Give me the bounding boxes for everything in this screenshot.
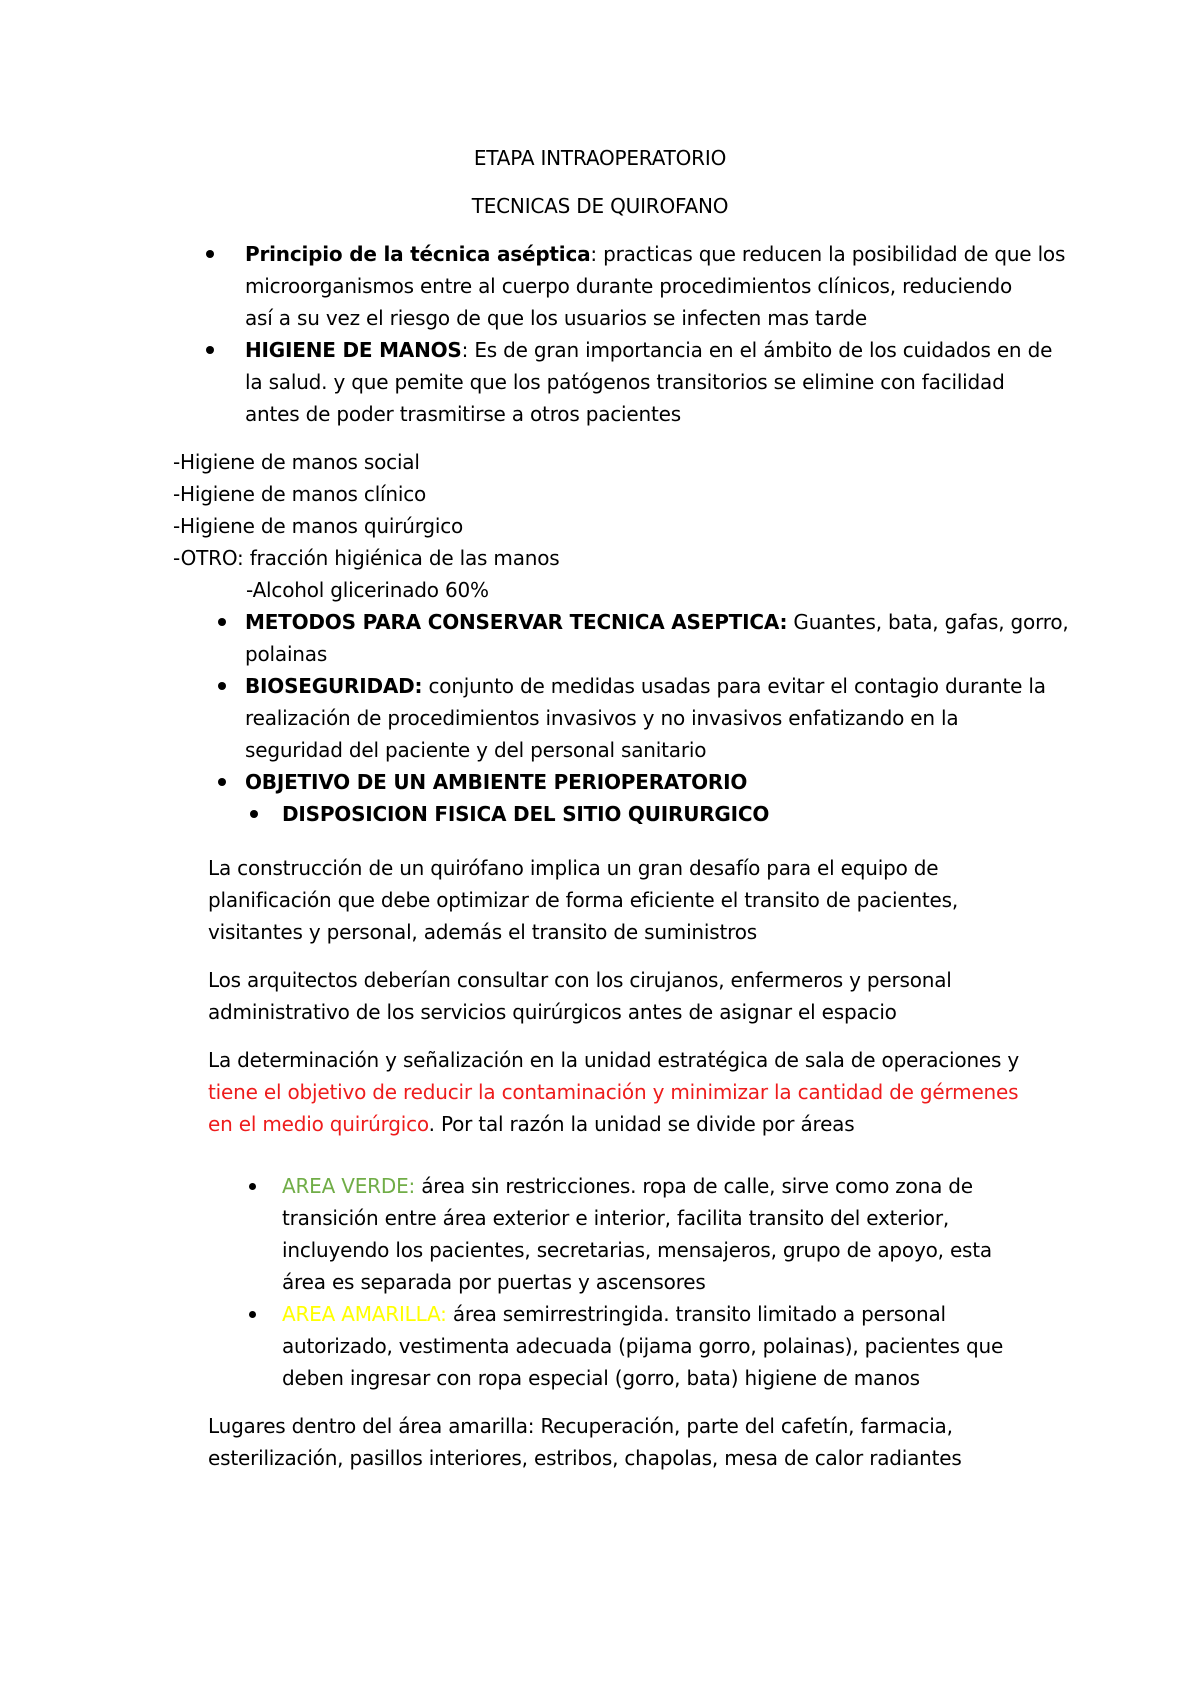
term-biosafety: BIOSEGURIDAD: [245, 674, 423, 698]
paragraph-line: La construcción de un quirófano implica un gran desafío para el equipo de [208, 856, 939, 880]
text-line: realización de procedimientos invasivos y no invasivos enfatizando en la [245, 706, 959, 730]
bullet-biosafety: BIOSEGURIDAD: conjunto de medidas usadas para evitar el contagio durante la [245, 674, 1046, 698]
text-line: área es separada por puertas y ascensores [282, 1270, 706, 1294]
bullet-icon [206, 346, 214, 354]
highlighted-objective-text: en el medio quirúrgico [208, 1112, 429, 1136]
bullet-icon [249, 1311, 256, 1318]
hygiene-list-item: -Higiene de manos quirúrgico [173, 514, 464, 538]
text-line: la salud. y que pemite que los patógenos transitorios se elimine con facilidad [245, 370, 1005, 394]
hygiene-list-item: -Higiene de manos social [173, 450, 420, 474]
area-yellow-label: AREA AMARILLA: [282, 1302, 447, 1326]
paragraph-line: Lugares dentro del área amarilla: Recuperación, parte del cafetín, farmacia, [208, 1414, 953, 1438]
text-line: microorganismos entre al cuerpo durante procedimientos clínicos, reduciendo [245, 274, 1012, 298]
text-line: incluyendo los pacientes, secretarias, mensajeros, grupo de apoyo, esta [282, 1238, 992, 1262]
document-title: ETAPA INTRAOPERATORIO [473, 146, 727, 170]
bullet-surgical-site-layout: DISPOSICION FISICA DEL SITIO QUIRURGICO [282, 802, 770, 826]
text-line: polainas [245, 642, 328, 666]
document-subtitle: TECNICAS DE QUIROFANO [471, 194, 729, 218]
bullet-aseptic-methods: METODOS PARA CONSERVAR TECNICA ASEPTICA: Guantes, bata, gafas, gorro, [245, 610, 1069, 634]
paragraph-line: La determinación y señalización en la unidad estratégica de sala de operaciones y [208, 1048, 1020, 1072]
text-line: así a su vez el riesgo de que los usuarios se infecten mas tarde [245, 306, 867, 330]
term-aseptic-methods: METODOS PARA CONSERVAR TECNICA ASEPTICA: [245, 610, 788, 634]
hygiene-list-item: -OTRO: fracción higiénica de las manos [173, 546, 560, 570]
bullet-icon [250, 810, 258, 818]
term-aseptic-technique: Principio de la técnica aséptica [245, 242, 591, 266]
area-yellow: AREA AMARILLA: área semirrestringida. transito limitado a personal [282, 1302, 946, 1326]
bullet-aseptic-technique: Principio de la técnica aséptica: practicas que reducen la posibilidad de que los [245, 242, 1066, 266]
bullet-hand-hygiene: HIGIENE DE MANOS: Es de gran importancia en el ámbito de los cuidados en de [245, 338, 1053, 362]
text-line: seguridad del paciente y del personal sanitario [245, 738, 707, 762]
paragraph-line: planificación que debe optimizar de forma eficiente el transito de pacientes, [208, 888, 959, 912]
text-line: antes de poder trasmitirse a otros pacientes [245, 402, 681, 426]
paragraph-line: administrativo de los servicios quirúrgicos antes de asignar el espacio [208, 1000, 897, 1024]
paragraph-line: esterilización, pasillos interiores, estribos, chapolas, mesa de calor radiantes [208, 1446, 962, 1470]
bullet-icon [218, 618, 226, 626]
text-line: transición entre área exterior e interior, facilita transito del exterior, [282, 1206, 950, 1230]
paragraph-line: visitantes y personal, además el transito de suministros [208, 920, 757, 944]
text-line: autorizado, vestimenta adecuada (pijama gorro, polainas), pacientes que [282, 1334, 1004, 1358]
highlighted-objective-text: tiene el objetivo de reducir la contaminación y minimizar la cantidad de gérmenes [208, 1080, 1019, 1104]
bullet-icon [218, 778, 226, 786]
bullet-icon [206, 250, 214, 258]
bullet-icon [218, 682, 226, 690]
hygiene-list-item: -Higiene de manos clínico [173, 482, 427, 506]
text-line: deben ingresar con ropa especial (gorro, bata) higiene de manos [282, 1366, 920, 1390]
area-green-label: AREA VERDE: [282, 1174, 416, 1198]
bullet-icon [249, 1183, 256, 1190]
term-hand-hygiene: HIGIENE DE MANOS [245, 338, 462, 362]
paragraph-line: Los arquitectos deberían consultar con los cirujanos, enfermeros y personal [208, 968, 952, 992]
bullet-perioperative-objective: OBJETIVO DE UN AMBIENTE PERIOPERATORIO [245, 770, 748, 794]
hygiene-list-subitem: -Alcohol glicerinado 60% [246, 578, 489, 602]
area-green: AREA VERDE: área sin restricciones. ropa de calle, sirve como zona de [282, 1174, 973, 1198]
paragraph-line: en el medio quirúrgico. Por tal razón la unidad se divide por áreas [208, 1112, 855, 1136]
